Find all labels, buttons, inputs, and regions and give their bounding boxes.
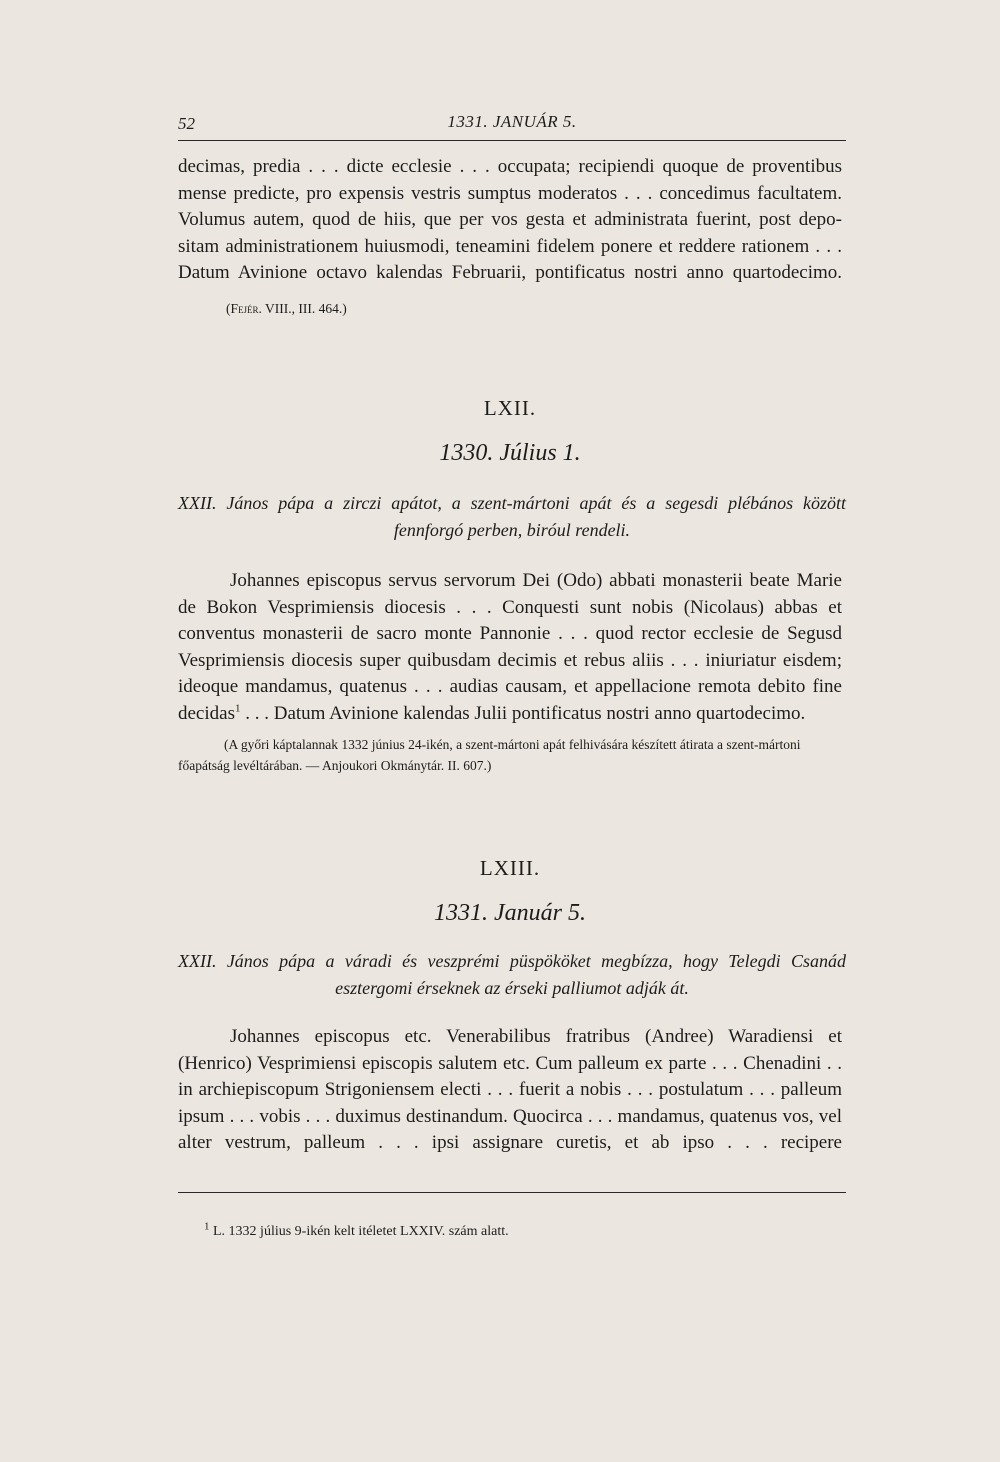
continuation-text	[178, 154, 842, 287]
document-body-lxii	[178, 568, 842, 727]
body-text-end: . . . Datum Avinione kalendas Julii pontificatus nostri anno quartodecimo.	[240, 702, 806, 724]
document-date-lxiii: 1331. Január 5.	[434, 900, 586, 926]
footnote-divider	[178, 1192, 846, 1193]
continuation-line: decimas, predia . . . dicte ecclesie . . . occupata; recipiendi quoque de proventibus	[178, 156, 842, 177]
body-text: Johannes episcopus etc. Venerabilibus fratribus (Andree) Waradiensi et (Henrico) Vesprimiensi episcopis salutem etc. Cum palleum ex parte . . . Chenadini . . in archiepiscopum Strigoniensem electi . . . fuerit a nobis . . . postulatum . . . palleum ipsum . . . vobis . . . duximus destinandum. Quocirca . . . mandamus, quatenus vos, vel alter vestrum, palleum . . . ipsi assignare curetis, et ab ipso . . . recipere	[178, 1026, 842, 1153]
footnote-text: L. 1332 július 9-ikén kelt itéletet LXXIV. szám alatt.	[213, 1224, 509, 1239]
document-source-lxii: (A győri káptalannak 1332 június 24-ikén, a szent-mártoni apát felhivására készített átirata a szent-mártoni főapátság levéltárában. — Anjoukori Okmánytár. II. 607.)	[178, 737, 801, 773]
running-title: 1331. JANUÁR 5.	[447, 112, 577, 131]
continuation-line: Datum Avinione octavo kalendas Februarii, pontificatus nostri anno quartodecimo.	[178, 262, 842, 283]
body-text: Johannes episcopus servus servorum Dei (Odo) abbati monasterii beate Marie de Bokon Vesprimiensis diocesis . . . Conquesti sunt nobis (Nicolaus) abbas et conventus monasterii de sacro monte Pannonie . . . quod rector ecclesie de Segusd Vesprimiensis diocesis super quibusdam decimis et rebus aliis . . . iniuriatur eisdem; ideoque mandamus, quatenus . . . audias causam, et appellacione remota debito fine decidas	[178, 570, 842, 724]
document-body-lxiii	[178, 1024, 842, 1157]
running-head	[178, 110, 846, 141]
document-summary-lxiii: XXII. János pápa a váradi és veszprémi püspököket megbízza, hogy Telegdi Csanád esztergomi érseknek az érseki palliumot adják át.	[178, 951, 846, 998]
continuation-line: mense predicte, pro expensis vestris sumptus moderatos . . . concedimus facultatem.	[178, 182, 842, 204]
source-author: Fejér.	[230, 301, 262, 316]
footnote	[204, 1222, 844, 1242]
continuation-source: (Fejér. VIII., III. 464.)	[226, 301, 347, 316]
document-number-lxiii: LXIII.	[479, 856, 541, 880]
document-summary-lxii: XXII. János pápa a zirczi apátot, a szent-mártoni apát és a segesdi plébános között fennforgó perben, biróul rendeli.	[178, 493, 846, 540]
continuation-line: sitam administrationem huiusmodi, teneamini fidelem ponere et reddere rationem . . .	[178, 235, 842, 257]
footnote-mark: 1	[204, 1220, 210, 1233]
document-number-lxii: LXII.	[483, 396, 537, 420]
document-date-lxii: 1330. Július 1.	[439, 440, 581, 466]
footnote-reference: 1	[234, 702, 241, 715]
continuation-line: Volumus autem, quod de hiis, que per vos gesta et administrata fuerint, post depo-	[178, 209, 842, 230]
page-number: 52	[178, 114, 195, 133]
